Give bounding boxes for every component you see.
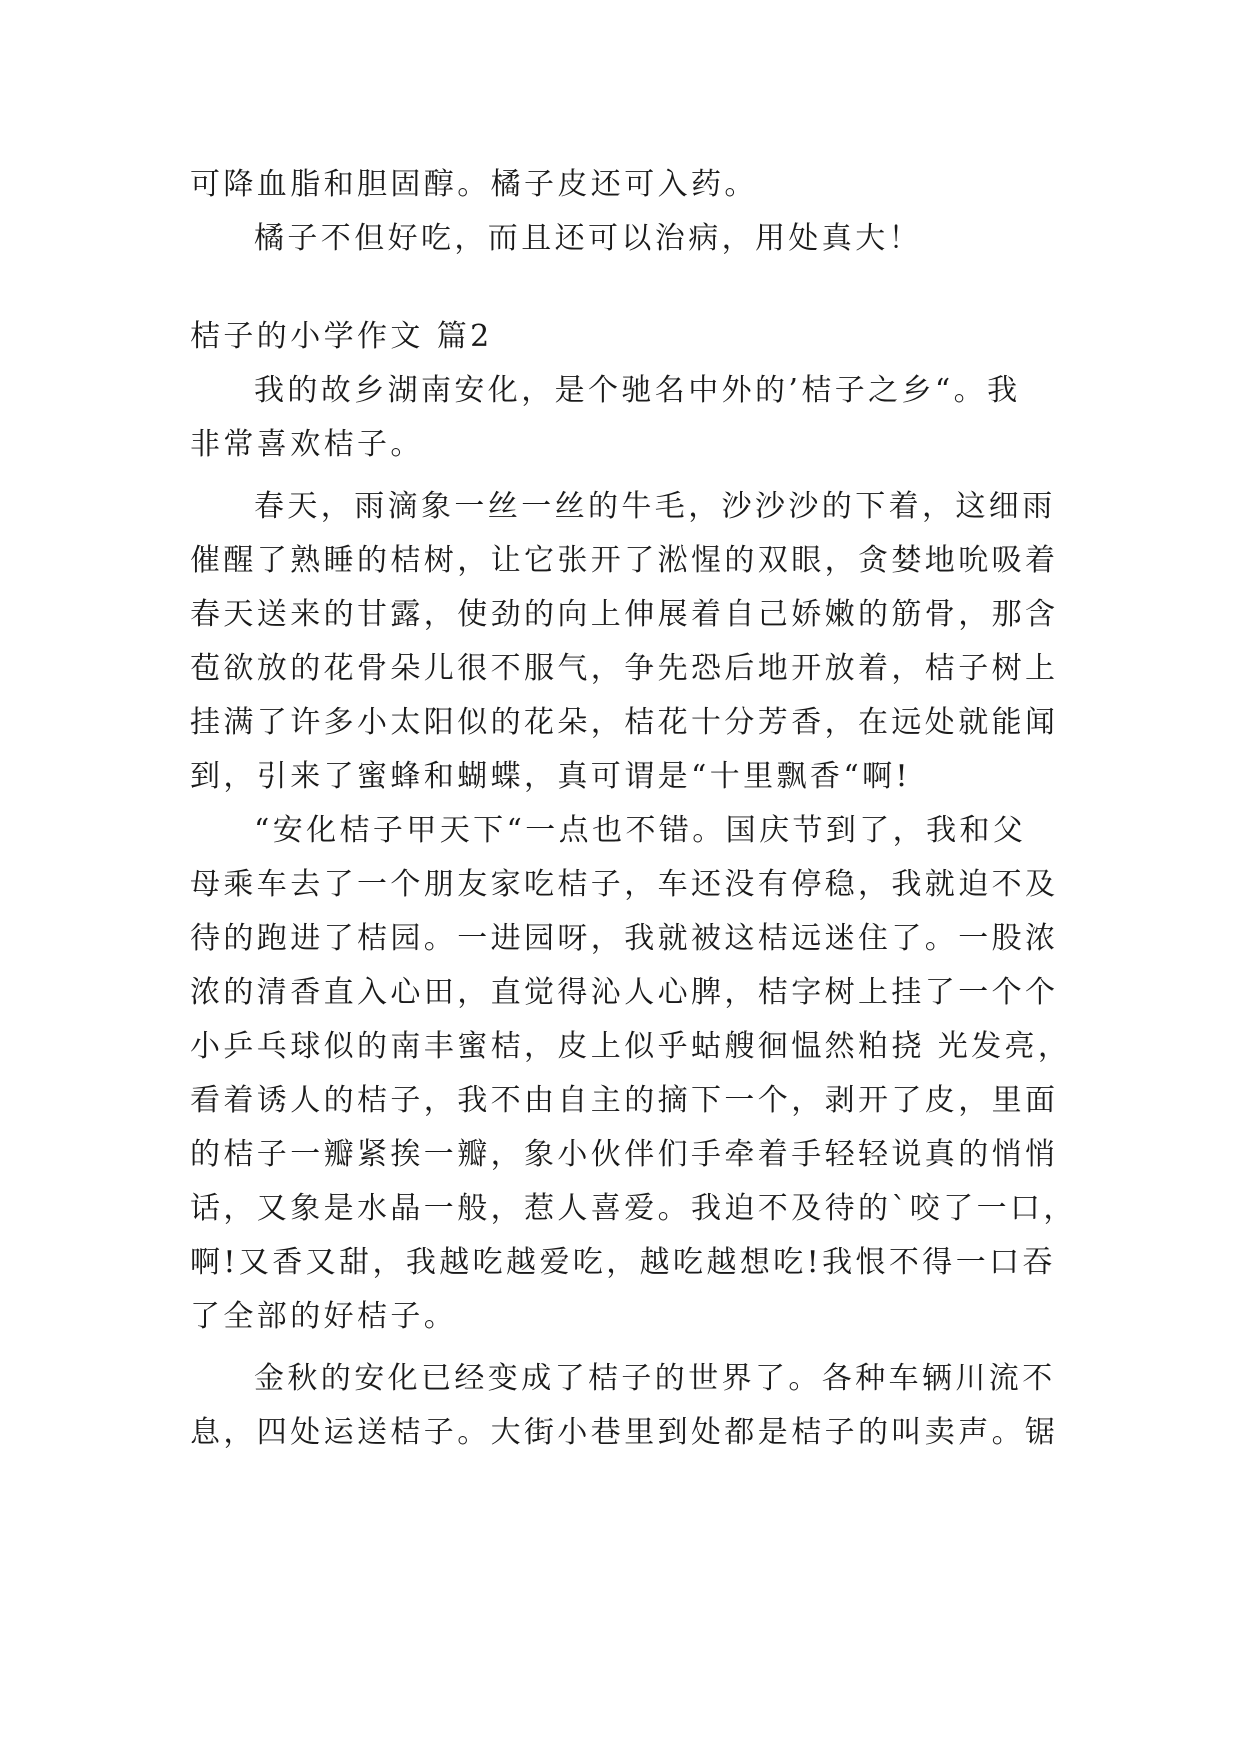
- text-line: 浓的清香直入心田，直觉得沁人心脾，桔字树上挂了一个个: [190, 975, 1059, 1010]
- text-line: 挂满了许多小太阳似的花朵，桔花十分芳香，在远处就能闻: [190, 705, 1059, 740]
- text-line: 息，四处运送桔子。大街小巷里到处都是桔子的叫卖声。锯: [190, 1415, 1059, 1450]
- text-line: 啊!又香又甜，我越吃越爱吃，越吃越想吃!我恨不得一口吞: [190, 1245, 1056, 1280]
- text-line: 待的跑进了桔园。一进园呀，我就被这桔远迷住了。一股浓: [190, 921, 1059, 956]
- text-line: 小乒乓球似的南丰蜜桔，皮上似乎蛄艘徊愠然粕挠 光发亮，: [190, 1029, 1072, 1064]
- text-line: 母乘车去了一个朋友家吃桔子，车还没有停稳，我就迫不及: [190, 867, 1059, 902]
- paragraph: [190, 480, 1059, 804]
- text-line: 催醒了熟睡的桔树，让它张开了淞惺的双眼，贪婪地吮吸着: [190, 543, 1059, 578]
- text-line: 的桔子一瓣紧挨一瓣，象小伙伴们手牵着手轻轻说真的悄悄: [190, 1137, 1059, 1172]
- paragraph: [190, 212, 1052, 266]
- paragraph: [190, 804, 1077, 1344]
- text-line: 春天送来的甘露，使劲的向上伸展着自己娇嫩的筋骨，那含: [190, 597, 1059, 632]
- paragraph: [190, 1352, 1059, 1460]
- paragraph-continuation: [190, 158, 1052, 212]
- text-line: 橘子不但好吃，而且还可以治病，用处真大！: [254, 221, 922, 256]
- text-line: 看着诱人的桔子，我不由自主的摘下一个，剥开了皮，里面: [190, 1083, 1059, 1118]
- text-line: 话，又象是水晶一般，惹人喜爱。我迫不及待的`咬了一口，: [190, 1191, 1077, 1226]
- text-line: 春天，雨滴象一丝一丝的牛毛，沙沙沙的下着，这细雨: [254, 489, 1056, 524]
- text-line: 金秋的安化已经变成了桔子的世界了。各种车辆川流不: [254, 1361, 1056, 1396]
- document-body: [190, 158, 1077, 1460]
- heading-text: 桔子的小学作文 篇2: [190, 319, 493, 354]
- section-heading: [190, 310, 1052, 364]
- text-line: 苞欲放的花骨朵儿很不服气，争先恐后地开放着，桔子树上: [190, 651, 1059, 686]
- paragraph: [190, 364, 1052, 472]
- text-line: “安化桔子甲天下“一点也不错。国庆节到了，我和父: [254, 813, 1027, 848]
- text-line: 了全部的好桔子。: [190, 1299, 458, 1334]
- text-line: 可降血脂和胆固醇。橘子皮还可入药。: [190, 167, 758, 202]
- text-line: 我的故乡湖南安化，是个驰名中外的’桔子之乡“。我: [254, 373, 1021, 408]
- text-line: 到，引来了蜜蜂和蝴蝶，真可谓是“十里飘香“啊!: [190, 759, 911, 794]
- text-line: 非常喜欢桔子。: [190, 427, 424, 462]
